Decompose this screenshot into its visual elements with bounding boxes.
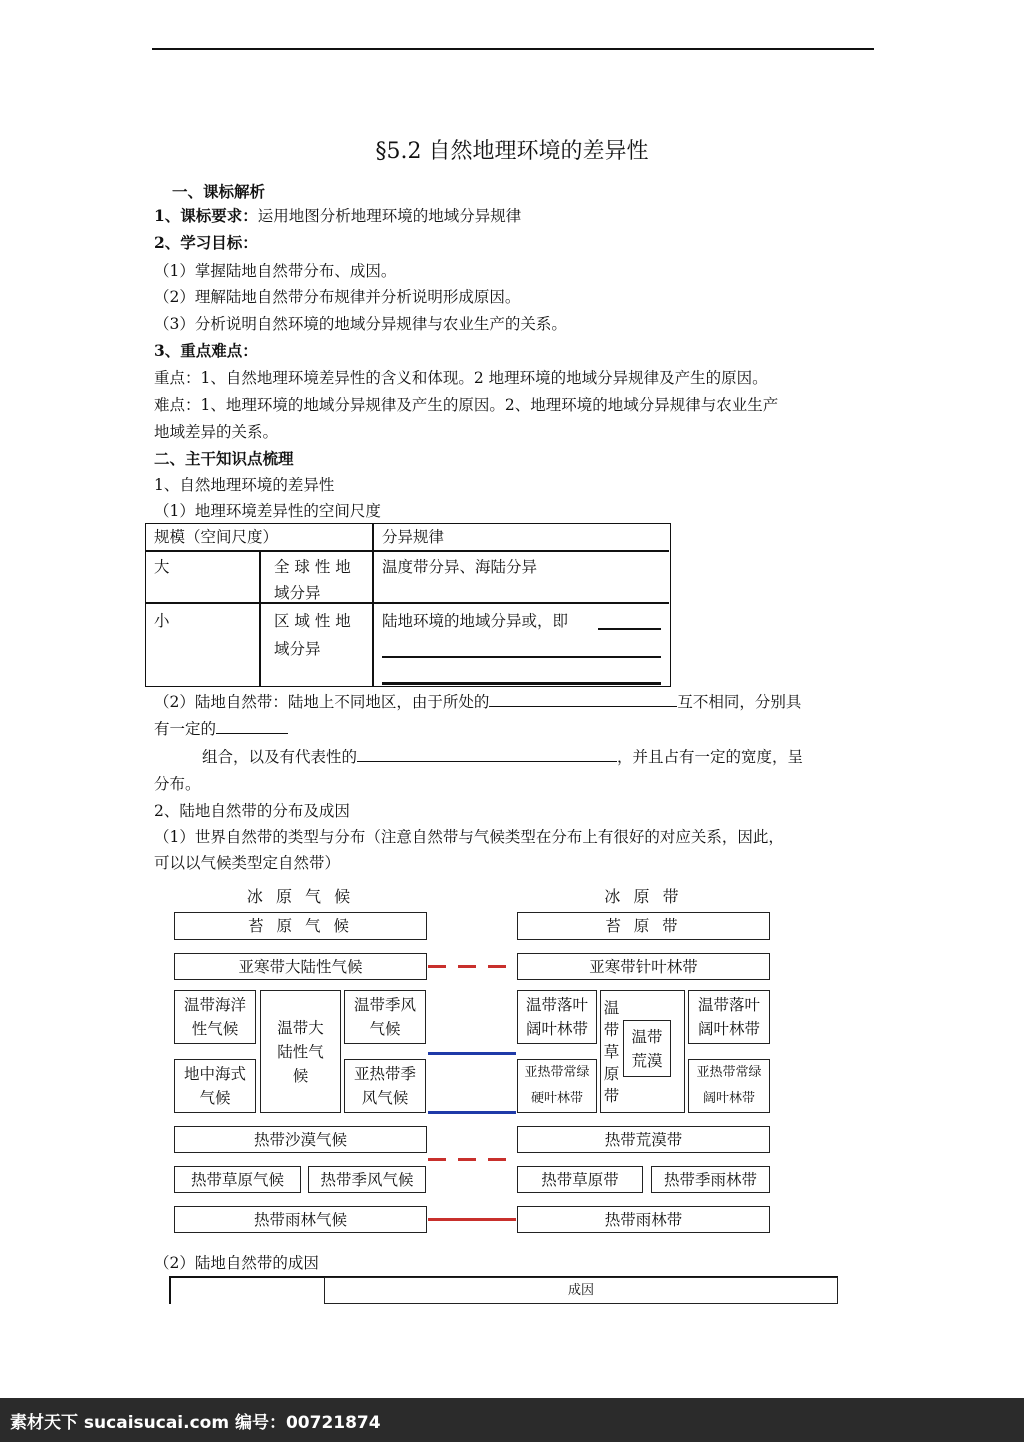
- sub2-2-heading: （2）陆地自然带的成因: [154, 1254, 319, 1272]
- mediterranean-climate-box: 地中海式气候: [174, 1059, 256, 1113]
- p2-line2: [154, 718, 288, 740]
- tropical-rainforest-zone-box: 热带雨林带: [517, 1206, 770, 1233]
- blank-line: [357, 747, 617, 762]
- table-rule: [259, 551, 261, 686]
- goal-3: （3）分析说明自然环境的地域分异规律与农业生产的关系。: [154, 315, 567, 333]
- row1-rule: 温度带分异、海陆分异: [382, 558, 538, 576]
- sub1-1-heading: （1）地理环境差异性的空间尺度: [154, 502, 381, 520]
- table-head-left: 规模（空间尺度）: [154, 528, 279, 546]
- section2-heading: 二、主干知识点梳理: [154, 449, 294, 468]
- connector-dashed: [428, 965, 516, 968]
- watermark-text: 素材天下 sucaisucai.com 编号：00721874: [10, 1413, 381, 1433]
- p2-a: （2）陆地自然带：陆地上不同地区，由于所处的: [154, 693, 490, 711]
- table-rule: [372, 524, 374, 686]
- connector-red: [428, 1218, 516, 1221]
- key-text: 重点：1、自然地理环境差异性的含义和体现。2 地理环境的地域分异规律及产生的原因。: [154, 369, 768, 387]
- row1-type-a: 全 球 性 地: [274, 558, 351, 576]
- p2-b: 互不相同，分别具: [677, 693, 802, 711]
- blank-line: [489, 692, 677, 707]
- row2-type-a: 区 域 性 地: [274, 612, 351, 630]
- p2-e: ，并且占有一定的宽度，呈: [617, 748, 804, 766]
- temperate-continental-climate-box: 温带大陆性气候: [260, 990, 341, 1113]
- requirement-text: 运用地图分析地理环境的地域分异规律: [257, 207, 522, 225]
- temperate-monsoon-climate-box: 温带季风气候: [344, 990, 426, 1044]
- row2-type-b: 域分异: [274, 640, 321, 658]
- tropical-savanna-zone-box: 热带草原带: [517, 1166, 643, 1193]
- subtropical-hardleaf-zone: 亚热带常绿硬叶林带: [517, 1059, 597, 1113]
- connector-dashed: [428, 1158, 516, 1161]
- tropical-desert-climate-box: 热带沙漠气候: [174, 1126, 427, 1153]
- goal-1: （1）掌握陆地自然带分布、成因。: [154, 262, 397, 280]
- temperate-ocean-climate-box: 温带海洋性气候: [174, 990, 256, 1044]
- blank-line: [216, 719, 288, 734]
- temperate-deciduous-zone-left: 温带落叶阔叶林带: [517, 990, 597, 1044]
- hard-text-2: 地域差异的关系。: [154, 423, 279, 441]
- ice-zone-label: 冰 原 带: [604, 887, 683, 906]
- p2-d: 组合，以及有代表性的: [202, 748, 358, 766]
- table-head-right: 分异规律: [382, 528, 445, 546]
- connector-blue: [428, 1111, 516, 1114]
- tropical-rainforest-climate-box: 热带雨林气候: [174, 1206, 427, 1233]
- tropical-savanna-climate-box: 热带草原气候: [174, 1166, 301, 1193]
- subtropical-broadleaf-zone: 亚热带常绿阔叶林带: [688, 1059, 770, 1113]
- tropical-monsoon-climate-box: 热带季风气候: [308, 1166, 426, 1193]
- table2-header-cause: 成因: [324, 1277, 838, 1304]
- p2-line3: [202, 746, 803, 768]
- temperate-deciduous-zone-right: 温带落叶阔叶林带: [688, 990, 770, 1044]
- temperate-grassland-zone: 温带草原带: [603, 998, 620, 1105]
- row2-rule: 陆地环境的地域分异或，即: [382, 612, 569, 630]
- key-label: 3、重点难点：: [154, 341, 258, 360]
- tundra-climate-box: 苔 原 气 候: [174, 912, 427, 940]
- sub2-1b: 可以以气候类型定自然带）: [154, 854, 341, 872]
- section1-heading: 一、课标解析: [172, 182, 266, 201]
- sub1-heading: 1、自然地理环境的差异性: [154, 476, 335, 494]
- tropical-desert-zone-box: 热带荒漠带: [517, 1126, 770, 1153]
- ice-climate-label: 冰 原 气 候: [246, 887, 355, 906]
- row1-scale: 大: [154, 558, 170, 576]
- taiga-box: 亚寒带针叶林带: [517, 953, 770, 980]
- watermark-bar: [0, 1398, 1024, 1442]
- goal-2: （2）理解陆地自然带分布规律并分析说明形成原因。: [154, 288, 521, 306]
- subtropical-monsoon-climate-box: 亚热带季风气候: [344, 1059, 426, 1113]
- table-rule: [146, 602, 669, 604]
- p2-f: 分布。: [154, 775, 201, 793]
- scale-table: [145, 523, 671, 687]
- sub2-heading: 2、陆地自然带的分布及成因: [154, 802, 350, 820]
- blank-line: [382, 656, 661, 658]
- connector-blue: [428, 1052, 516, 1055]
- tropical-monsoon-zone-box: 热带季雨林带: [651, 1166, 770, 1193]
- temperate-desert-zone: 温带荒漠: [623, 1020, 671, 1077]
- sub2-1a: （1）世界自然带的类型与分布（注意自然带与气候类型在分布上有很好的对应关系，因此，: [154, 828, 784, 846]
- requirement-line: [154, 205, 521, 227]
- table-rule: [146, 550, 669, 552]
- table2-left-rule: [169, 1276, 171, 1304]
- p2-c: 有一定的: [154, 720, 217, 738]
- page-title: §5.2 自然地理环境的差异性: [375, 139, 649, 164]
- row2-scale: 小: [154, 612, 170, 630]
- goal-label: 2、学习目标：: [154, 233, 258, 252]
- blank-line: [382, 682, 661, 685]
- subarctic-climate-box: 亚寒带大陆性气候: [174, 953, 427, 980]
- requirement-label: 1、课标要求：: [154, 206, 258, 225]
- row1-type-b: 域分异: [274, 584, 321, 602]
- blank-line: [598, 628, 661, 630]
- header-rule: [152, 48, 874, 50]
- hard-text-1: 难点：1、地理环境的地域分异规律及产生的原因。2、地理环境的地域分异规律与农业生产: [154, 396, 779, 414]
- p2-line1: [154, 691, 801, 713]
- tundra-zone-box: 苔 原 带: [517, 912, 770, 940]
